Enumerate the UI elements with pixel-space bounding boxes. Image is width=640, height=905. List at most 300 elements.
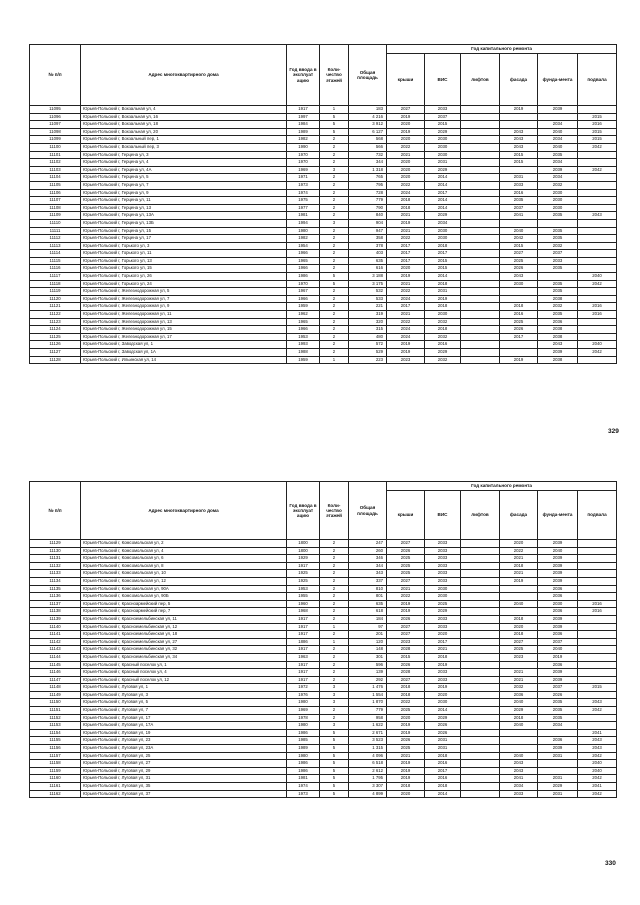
cell-area: 403: [349, 250, 387, 258]
cell-roof: 2020: [387, 265, 425, 273]
cell-facade: 2041: [500, 775, 538, 783]
cell-area: 779: [349, 707, 387, 715]
cell-address: Юрьев-Польский г, Луговая ул, 25: [81, 752, 287, 760]
cell-roof: 2027: [387, 540, 425, 548]
cell-basement: [578, 669, 617, 677]
cell-area: 1 318: [349, 166, 387, 174]
cell-area: 6 127: [349, 128, 387, 136]
cell-floors: 2: [320, 197, 349, 205]
cell-address: Юрьев-Польский г, Комсомольская ул, 6: [81, 555, 287, 563]
cell-basement: [578, 181, 617, 189]
cell-area: 1 476: [349, 684, 387, 692]
cell-facade: [500, 341, 538, 349]
capital-repair-table-1: [29, 44, 617, 364]
cell-basement: [578, 593, 617, 601]
table-row: [30, 189, 617, 197]
cell-vis: 2017: [425, 189, 461, 197]
cell-area: 2 671: [349, 729, 387, 737]
table-row: [30, 646, 617, 654]
col-header-year: Год ввода в эксплуат ацию: [287, 482, 320, 540]
cell-vis: 2018: [425, 326, 461, 334]
cell-lift: [461, 646, 500, 654]
cell-address: Юрьев-Польский г, Вокзальный пер, 1: [81, 136, 287, 144]
cell-facade: 2034: [500, 783, 538, 791]
cell-address: Юрьев-Польский г, Комсомольская ул, 8: [81, 562, 287, 570]
cell-facade: 2018: [500, 615, 538, 623]
cell-lift: [461, 235, 500, 243]
cell-basement: [578, 661, 617, 669]
cell-foundation: [538, 113, 578, 121]
cell-floors: 2: [320, 349, 349, 357]
cell-vis: 2025: [425, 600, 461, 608]
cell-foundation: [538, 760, 578, 768]
cell-area: 810: [349, 585, 387, 593]
cell-lift: [461, 676, 500, 684]
cell-facade: [500, 295, 538, 303]
cell-num: 11143: [30, 646, 81, 654]
cell-year: 1986: [287, 273, 320, 281]
cell-num: 11155: [30, 737, 81, 745]
cell-num: 11118: [30, 280, 81, 288]
cell-vis: 2014: [425, 197, 461, 205]
cell-foundation: 2035: [538, 212, 578, 220]
cell-facade: 2019: [500, 106, 538, 114]
cell-num: 11104: [30, 174, 81, 182]
cell-floors: 2: [320, 547, 349, 555]
cell-area: 3 912: [349, 121, 387, 129]
cell-facade: 2015: [500, 159, 538, 167]
cell-lift: [461, 540, 500, 548]
cell-area: 344: [349, 562, 387, 570]
cell-year: 1955: [287, 593, 320, 601]
cell-year: 1800: [287, 547, 320, 555]
cell-foundation: 2035: [538, 227, 578, 235]
cell-vis: 2029: [425, 166, 461, 174]
table-row: [30, 295, 617, 303]
cell-lift: [461, 136, 500, 144]
cell-roof: 2017: [387, 250, 425, 258]
cell-address: Юрьев-Польский г, Герцена ул, 4: [81, 159, 287, 167]
cell-address: Юрьев-Польский г, Красноемельбинская ул, 18: [81, 631, 287, 639]
cell-address: Юрьев-Польский г, Комсомольская ул, 10: [81, 570, 287, 578]
cell-vis: 2030: [425, 227, 461, 235]
cell-basement: 2015: [578, 113, 617, 121]
cell-lift: [461, 227, 500, 235]
cell-floors: 2: [320, 615, 349, 623]
cell-floors: 5: [320, 752, 349, 760]
cell-roof: 2018: [387, 197, 425, 205]
cell-foundation: [538, 729, 578, 737]
cell-year: 1917: [287, 106, 320, 114]
cell-lift: [461, 745, 500, 753]
cell-vis: 2021: [425, 646, 461, 654]
cell-roof: 2015: [387, 653, 425, 661]
cell-facade: [500, 349, 538, 357]
cell-vis: 2026: [425, 729, 461, 737]
cell-floors: 2: [320, 295, 349, 303]
col-header-area: Общая площадь: [349, 482, 387, 540]
cell-num: 11120: [30, 295, 81, 303]
cell-lift: [461, 570, 500, 578]
cell-area: 728: [349, 189, 387, 197]
cell-area: 320: [349, 318, 387, 326]
cell-address: Юрьев-Польский г, Горького ул, 24: [81, 280, 287, 288]
cell-floors: 2: [320, 570, 349, 578]
cell-roof: 2021: [387, 752, 425, 760]
cell-roof: 2022: [387, 235, 425, 243]
cell-year: 1970: [287, 151, 320, 159]
cell-address: Юрьев-Польский г, Железнодорожная ул, 11: [81, 311, 287, 319]
cell-vis: 2030: [425, 699, 461, 707]
cell-vis: 2032: [425, 333, 461, 341]
cell-lift: [461, 219, 500, 227]
cell-basement: [578, 174, 617, 182]
cell-foundation: 2036: [538, 608, 578, 616]
cell-facade: 2018: [500, 303, 538, 311]
cell-basement: 2042: [578, 280, 617, 288]
cell-vis: 2019: [425, 295, 461, 303]
cell-address: Юрьев-Польский г, Вокзальная ул, 18: [81, 121, 287, 129]
cell-year: 1980: [287, 722, 320, 730]
cell-roof: 2027: [387, 577, 425, 585]
cell-num: 11139: [30, 615, 81, 623]
cell-roof: 2025: [387, 745, 425, 753]
cell-lift: [461, 288, 500, 296]
cell-year: 1917: [287, 661, 320, 669]
cell-facade: 2029: [500, 707, 538, 715]
cell-foundation: 2038: [538, 333, 578, 341]
cell-facade: 2031: [500, 174, 538, 182]
cell-lift: [461, 707, 500, 715]
cell-basement: 2041: [578, 729, 617, 737]
cell-num: 11157: [30, 752, 81, 760]
cell-vis: 2019: [425, 661, 461, 669]
cell-basement: 2042: [578, 775, 617, 783]
table-row: [30, 159, 617, 167]
cell-lift: [461, 311, 500, 319]
cell-roof: 2021: [387, 227, 425, 235]
cell-roof: 2019: [387, 128, 425, 136]
cell-facade: 2019: [500, 356, 538, 364]
cell-vis: 2030: [425, 593, 461, 601]
cell-num: 11133: [30, 570, 81, 578]
cell-roof: 2020: [387, 136, 425, 144]
cell-basement: [578, 204, 617, 212]
cell-roof: 2018: [387, 204, 425, 212]
cell-year: 1963: [287, 653, 320, 661]
cell-foundation: 2039: [538, 676, 578, 684]
cell-year: 1969: [287, 707, 320, 715]
table-page-329: [29, 44, 616, 364]
cell-foundation: 2040: [538, 547, 578, 555]
table-row: [30, 555, 617, 563]
cell-num: 11135: [30, 585, 81, 593]
cell-basement: 2042: [578, 166, 617, 174]
cell-floors: 2: [320, 151, 349, 159]
cell-address: Юрьев-Польский г, Красноемельбинская ул, 34: [81, 653, 287, 661]
cell-vis: 2017: [425, 250, 461, 258]
cell-lift: [461, 151, 500, 159]
cell-vis: 2015: [425, 257, 461, 265]
cell-year: 1966: [287, 265, 320, 273]
cell-roof: 2022: [387, 699, 425, 707]
cell-area: 635: [349, 257, 387, 265]
cell-area: 3 307: [349, 783, 387, 791]
table-row: [30, 219, 617, 227]
cell-floors: 2: [320, 303, 349, 311]
cell-lift: [461, 121, 500, 129]
cell-floors: 3: [320, 166, 349, 174]
cell-basement: 2016: [578, 311, 617, 319]
cell-vis: 2031: [425, 737, 461, 745]
cell-year: 1973: [287, 181, 320, 189]
cell-foundation: [538, 273, 578, 281]
cell-num: 11129: [30, 540, 81, 548]
cell-roof: 2022: [387, 593, 425, 601]
table-row: [30, 570, 617, 578]
cell-roof: 2017: [387, 303, 425, 311]
cell-basement: [578, 227, 617, 235]
table-row: [30, 181, 617, 189]
cell-num: 11162: [30, 790, 81, 798]
cell-vis: 2032: [425, 318, 461, 326]
table-row: [30, 653, 617, 661]
cell-lift: [461, 174, 500, 182]
cell-floors: 3: [320, 722, 349, 730]
cell-num: 11146: [30, 669, 81, 677]
cell-floors: 2: [320, 669, 349, 677]
cell-address: Юрьев-Польский г, Луговая ул, 19: [81, 729, 287, 737]
cell-year: 1960: [287, 600, 320, 608]
cell-basement: 2043: [578, 212, 617, 220]
cell-floors: 2: [320, 174, 349, 182]
cell-basement: [578, 151, 617, 159]
cell-basement: [578, 722, 617, 730]
cell-vis: 2016: [425, 775, 461, 783]
cell-basement: [578, 676, 617, 684]
table-row: [30, 585, 617, 593]
cell-facade: 2025: [500, 257, 538, 265]
cell-address: Юрьев-Польский г, Герцена ул, 9: [81, 189, 287, 197]
cell-address: Юрьев-Польский г, Горького ул, 15: [81, 265, 287, 273]
table-row: [30, 197, 617, 205]
col-header-repair-group: Год капитального ремонта: [387, 482, 617, 491]
table-row: [30, 273, 617, 281]
cell-floors: 1: [320, 106, 349, 114]
cell-foundation: 2035: [538, 288, 578, 296]
cell-foundation: 2035: [538, 235, 578, 243]
cell-area: 358: [349, 235, 387, 243]
cell-lift: [461, 699, 500, 707]
cell-area: 343: [349, 570, 387, 578]
cell-lift: [461, 638, 500, 646]
cell-vis: 2030: [425, 151, 461, 159]
cell-roof: 2020: [387, 174, 425, 182]
cell-year: 1986: [287, 760, 320, 768]
cell-vis: 2030: [425, 136, 461, 144]
cell-year: 1981: [287, 775, 320, 783]
cell-lift: [461, 653, 500, 661]
col-header-roof: крыши: [387, 54, 425, 106]
cell-num: 11106: [30, 189, 81, 197]
cell-address: Юрьев-Польский г, Луговая ул, 23: [81, 737, 287, 745]
cell-year: 1953: [287, 333, 320, 341]
cell-floors: 2: [320, 265, 349, 273]
cell-address: Юрьев-Польский г, Вокзальная ул, 20: [81, 128, 287, 136]
cell-lift: [461, 593, 500, 601]
cell-facade: 2040: [500, 699, 538, 707]
cell-roof: 2024: [387, 326, 425, 334]
cell-facade: 2043: [500, 136, 538, 144]
cell-lift: [461, 303, 500, 311]
table-row: [30, 790, 617, 798]
table-row: [30, 121, 617, 129]
cell-year: 1969: [287, 166, 320, 174]
cell-foundation: 2037: [538, 250, 578, 258]
table-row: [30, 661, 617, 669]
cell-floors: 2: [320, 288, 349, 296]
cell-foundation: 2036: [538, 631, 578, 639]
cell-foundation: 2039: [538, 540, 578, 548]
cell-foundation: 2030: [538, 189, 578, 197]
cell-foundation: 2031: [538, 775, 578, 783]
cell-num: 11108: [30, 204, 81, 212]
table-row: [30, 311, 617, 319]
cell-vis: 2032: [425, 356, 461, 364]
cell-floors: 2: [320, 593, 349, 601]
cell-vis: 2037: [425, 113, 461, 121]
cell-basement: 2040: [578, 341, 617, 349]
cell-roof: 2021: [387, 311, 425, 319]
cell-address: Юрьев-Польский г, Красноемельбинская ул, 11: [81, 615, 287, 623]
cell-vis: 2029: [425, 714, 461, 722]
cell-facade: 2040: [500, 227, 538, 235]
cell-num: 11150: [30, 699, 81, 707]
page-number: 330: [605, 860, 616, 867]
cell-area: 3 175: [349, 280, 387, 288]
cell-floors: 1: [320, 623, 349, 631]
cell-facade: 2022: [500, 547, 538, 555]
cell-roof: 2028: [387, 646, 425, 654]
cell-roof: 2027: [387, 631, 425, 639]
cell-num: 11127: [30, 349, 81, 357]
cell-basement: 2015: [578, 136, 617, 144]
cell-num: 11111: [30, 227, 81, 235]
cell-lift: [461, 585, 500, 593]
cell-roof: 2019: [387, 341, 425, 349]
cell-foundation: 2039: [538, 555, 578, 563]
cell-vis: 2014: [425, 273, 461, 281]
table-row: [30, 113, 617, 121]
cell-vis: 2031: [425, 288, 461, 296]
cell-address: Юрьев-Польский г, Железнодорожная ул, 15: [81, 326, 287, 334]
cell-year: 1917: [287, 631, 320, 639]
cell-address: Юрьев-Польский г, Железнодорожная ул, 7: [81, 295, 287, 303]
cell-floors: 2: [320, 676, 349, 684]
cell-foundation: 2039: [538, 562, 578, 570]
cell-area: 801: [349, 593, 387, 601]
capital-repair-table-2: [29, 481, 617, 798]
cell-num: 11103: [30, 166, 81, 174]
cell-vis: 2031: [425, 745, 461, 753]
table-row: [30, 151, 617, 159]
cell-facade: 2018: [500, 631, 538, 639]
cell-lift: [461, 257, 500, 265]
table-page-330: [29, 481, 616, 798]
cell-year: 1993: [287, 341, 320, 349]
cell-vis: 2016: [425, 341, 461, 349]
cell-address: Юрьев-Польский г, Луговая ул, 29: [81, 767, 287, 775]
cell-floors: 1: [320, 356, 349, 364]
cell-facade: 2043: [500, 273, 538, 281]
cell-roof: 2019: [387, 273, 425, 281]
cell-num: 11112: [30, 235, 81, 243]
cell-lift: [461, 106, 500, 114]
cell-facade: 2033: [500, 181, 538, 189]
cell-facade: [500, 585, 538, 593]
cell-foundation: 2039: [538, 106, 578, 114]
col-header-num: № п/п: [30, 45, 81, 106]
col-header-foundation: фунда-мента: [538, 491, 578, 540]
cell-facade: 2040: [500, 722, 538, 730]
cell-facade: [500, 729, 538, 737]
cell-foundation: 2036: [538, 661, 578, 669]
cell-area: 292: [349, 676, 387, 684]
table-row: [30, 722, 617, 730]
cell-num: 11158: [30, 760, 81, 768]
col-header-basement: подвала: [578, 491, 617, 540]
table-row: [30, 600, 617, 608]
cell-address: Юрьев-Польский г, Герцена ул, 17: [81, 235, 287, 243]
cell-year: 1973: [287, 790, 320, 798]
cell-address: Юрьев-Польский г, Красный поселок ул, 1: [81, 661, 287, 669]
cell-basement: [578, 106, 617, 114]
cell-basement: 2040: [578, 767, 617, 775]
cell-year: 1980: [287, 227, 320, 235]
cell-roof: 2022: [387, 143, 425, 151]
cell-address: Юрьев-Польский г, Горького ул, 13: [81, 257, 287, 265]
cell-vis: 2033: [425, 547, 461, 555]
table-row: [30, 106, 617, 114]
cell-area: 616: [349, 265, 387, 273]
cell-floors: 2: [320, 136, 349, 144]
cell-foundation: 2035: [538, 265, 578, 273]
cell-year: 1917: [287, 615, 320, 623]
cell-foundation: 2036: [538, 585, 578, 593]
cell-vis: 2033: [425, 562, 461, 570]
cell-year: 1986: [287, 729, 320, 737]
cell-vis: 2020: [425, 631, 461, 639]
cell-address: Юрьев-Польский г, Горького ул, 26: [81, 273, 287, 281]
cell-lift: [461, 280, 500, 288]
cell-area: 247: [349, 540, 387, 548]
cell-floors: 2: [320, 189, 349, 197]
table-row: [30, 212, 617, 220]
cell-roof: 2021: [387, 585, 425, 593]
cell-vis: 2034: [425, 219, 461, 227]
cell-facade: 2035: [500, 197, 538, 205]
cell-address: Юрьев-Польский г, Красноемельбинская ул, 12: [81, 623, 287, 631]
cell-facade: [500, 166, 538, 174]
cell-year: 1954: [287, 242, 320, 250]
cell-foundation: 2039: [538, 669, 578, 677]
cell-facade: 2015: [500, 151, 538, 159]
cell-vis: 2029: [425, 128, 461, 136]
cell-floors: 2: [320, 242, 349, 250]
cell-vis: 2014: [425, 204, 461, 212]
cell-facade: 2025: [500, 646, 538, 654]
cell-facade: 2026: [500, 326, 538, 334]
